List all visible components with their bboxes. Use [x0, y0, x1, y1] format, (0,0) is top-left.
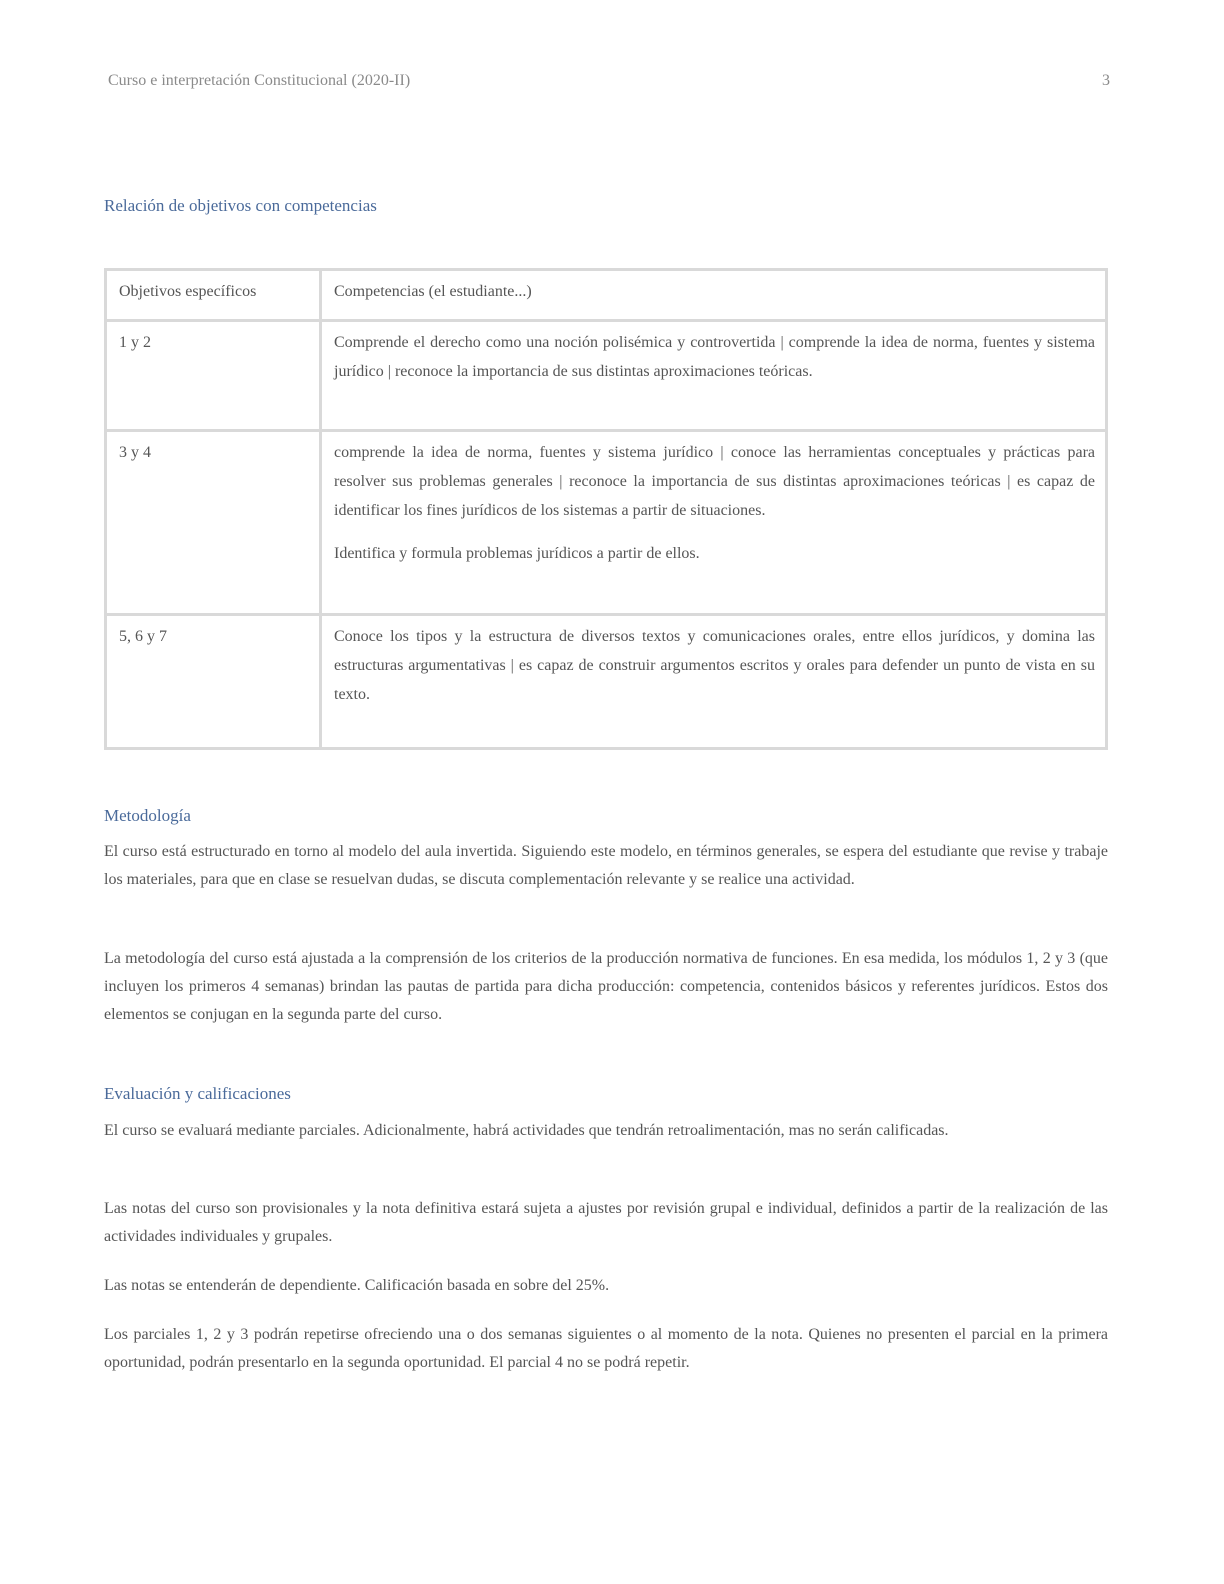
objectives-cell: 3 y 4 [106, 431, 321, 615]
competency-text: Identifica y formula problemas jurídicos a partir de ellos. [334, 545, 700, 562]
table-header-cell: Objetivos específicos [106, 270, 321, 321]
table-header-cell: Competencias (el estudiante...) [321, 270, 1107, 321]
paragraph: La metodología del curso está ajustada a la comprensión de los criterios de la producción normativa de funciones. En esa medida, los módulos 1, 2 y 3 (que incluyen los primeros 4 semanas) brindan las pautas de partida para dicha producción: competencia, contenidos básicos y referentes jurídicos. Estos dos elementos se conjugan en la segunda parte del curso. [104, 950, 1108, 1023]
section-title-objectives: Relación de objetivos con competencias [104, 196, 377, 215]
paragraph: El curso se evaluará mediante parciales. Adicionalmente, habrá actividades que tendrán retroalimentación, mas no serán calificadas. [104, 1122, 949, 1139]
section-title-methodology: Metodología [104, 806, 191, 825]
table-row [106, 615, 1107, 749]
competencies-cell [321, 321, 1107, 431]
page-header [108, 72, 1110, 100]
competency-text: comprende la idea de norma, fuentes y sistema jurídico | conoce las herramientas conceptuales y prácticas para resolver sus problemas generales | reconoce la importancia de sus distintas aproximaciones teóricas | es capaz de identificar los fines jurídicos de los sistemas a partir de situaciones. [334, 444, 1095, 519]
page-number: 3 [1102, 72, 1110, 89]
paragraph: Las notas se entenderán de dependiente. Calificación basada en sobre del 25%. [104, 1277, 610, 1294]
paragraph: Las notas del curso son provisionales y la nota definitiva estará sujeta a ajustes por revisión grupal e individual, definidos a partir de la realización de las actividades individuales y grupales. [104, 1200, 1108, 1245]
paragraph: Los parciales 1, 2 y 3 podrán repetirse ofreciendo una o dos semanas siguientes o al momento de la nota. Quienes no presenten el parcial en la primera oportunidad, podrán presentarlo en la segunda oportunidad. El parcial 4 no se podrá repetir. [104, 1326, 1108, 1371]
competencies-cell [321, 615, 1107, 749]
header-title: Curso e interpretación Constitucional (2020-II) [108, 72, 411, 89]
objectives-cell: 5, 6 y 7 [106, 615, 321, 749]
objectives-table [104, 268, 1108, 750]
table-header-row [106, 270, 1107, 321]
section-title-evaluation: Evaluación y calificaciones [104, 1084, 291, 1103]
table-row [106, 321, 1107, 431]
paragraph: El curso está estructurado en torno al modelo del aula invertida. Siguiendo este modelo, en términos generales, se espera del estudiante que revise y trabaje los materiales, para que en clase se resuelvan dudas, se discuta complementación relevante y se realice una actividad. [104, 843, 1108, 888]
competencies-cell [321, 431, 1107, 615]
table-row [106, 431, 1107, 615]
objectives-cell: 1 y 2 [106, 321, 321, 431]
competency-text: Conoce los tipos y la estructura de diversos textos y comunicaciones orales, entre ellos jurídicos, y domina las estructuras argumentativas | es capaz de construir argumentos escritos y orales para defender un punto de vista en su texto. [334, 628, 1095, 703]
competency-text: Comprende el derecho como una noción polisémica y controvertida | comprende la idea de norma, fuentes y sistema jurídico | reconoce la importancia de sus distintas aproximaciones teóricas. [334, 334, 1095, 380]
